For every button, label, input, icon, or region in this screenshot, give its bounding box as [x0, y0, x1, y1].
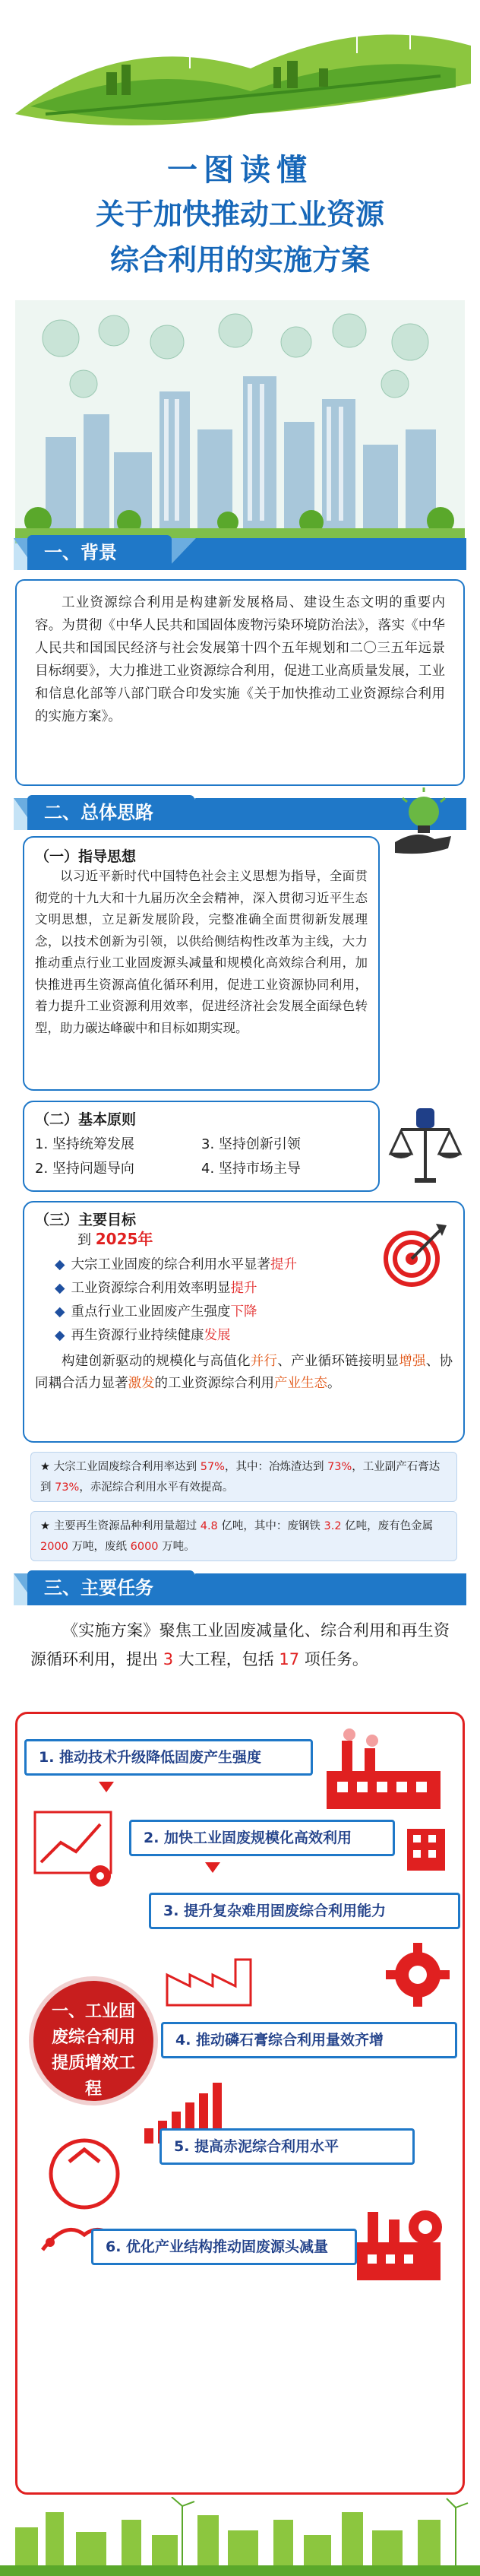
tasks-intro: 《实施方案》聚焦工业固废减量化、综合利用和再生资源循环利用，提出 3 大工程，包括 17 项任务。 [30, 1621, 450, 1668]
goal-item: ◆ 重点行业工业固废产生强度下降 [55, 1301, 453, 1324]
building-icon [399, 1814, 460, 1874]
gear-icon [380, 1937, 456, 2013]
goal-item: ◆ 工业资源综合利用效率明显提升 [55, 1277, 453, 1301]
section2-title: 二、总体思路 [27, 795, 194, 830]
background-box [15, 579, 465, 786]
principle-item: 2. 坚持问题导向 [35, 1161, 134, 1177]
section1-title: 一、背景 [27, 535, 172, 570]
section3-header [14, 1573, 466, 1605]
guide-title: （一）指导思想 [35, 848, 137, 865]
task-3: 3. 提升复杂难用固废综合利用能力 [149, 1893, 460, 1929]
bottom-city-illustration [0, 2497, 480, 2576]
task-2: 2. 加快工业固废规模化高效利用 [129, 1820, 395, 1856]
target-dart-icon [375, 1216, 451, 1292]
goals-title: （三）主要目标 [35, 1212, 137, 1228]
task-1: 1. 推动技术升级降低固废产生强度 [24, 1739, 313, 1776]
green-city-illustration [15, 300, 465, 543]
guide-box [23, 836, 380, 1091]
factory-gear-icon [349, 2197, 456, 2288]
lightbulb-hand-icon [387, 783, 456, 859]
principles-title: （二）基本原则 [35, 1111, 137, 1128]
header-title-line2b: 综合利用的实施方案 [109, 243, 370, 277]
header-title-line1: 一图读懂 [167, 153, 313, 188]
goal-item: ◆ 大宗工业固废的综合利用水平显著提升 [55, 1253, 453, 1277]
goal-note-2: ★ 主要再生资源品种利用量超过 4.8 亿吨，其中：废钢铁 3.2 亿吨，废有色金属 2000 万吨，废纸 6000 万吨。 [30, 1511, 457, 1561]
goals-year-prefix: 到 [77, 1232, 91, 1248]
principle-item: 3. 坚持创新引领 [201, 1136, 301, 1152]
goal-note-1: ★ 大宗工业固废综合利用率达到 57%，其中：冶炼渣达到 73%，工业副产石膏达到 73%，赤泥综合利用水平有效提高。 [30, 1452, 457, 1502]
task-4: 4. 推动磷石膏综合利用量效齐增 [161, 2022, 457, 2058]
green-hills-windmill-banner [0, 0, 480, 152]
arrow-down-icon [205, 1862, 220, 1873]
task-5: 5. 提高赤泥综合利用水平 [159, 2128, 415, 2165]
goal-item: ◆ 再生资源行业持续健康发展 [55, 1324, 453, 1348]
arrow-down-icon [99, 1782, 114, 1792]
principle-item: 4. 坚持市场主导 [201, 1161, 301, 1177]
header-title-line2a: 关于加快推动工业资源 [95, 198, 384, 231]
section1-header [14, 538, 466, 570]
principles-box [23, 1101, 380, 1192]
guide-text: 以习近平新时代中国特色社会主义思想为指导，全面贯彻党的十九大和十九届历次全会精神，深入贯彻习近平生态文明思想，立足新发展阶段，完整准确全面贯彻新发展理念，以技术创新为引领，以供给侧结构性改革为主线，大力推动重点行业工业固废源头减量和规模化高效综合利用，加快推进再生资源高值化循环利用，促进工业资源协同利用，着力提升工业资源利用效率，促进经济社会发展全面绿色转型，助力碳达峰碳中和目标如期实现。 [35, 869, 368, 1035]
scale-fist-icon [386, 1102, 465, 1186]
section3-title: 三、主要任务 [27, 1570, 194, 1605]
principles-grid [35, 1133, 368, 1177]
task-6: 6. 优化产业结构推动固废源头减量 [91, 2229, 357, 2265]
goals-paragraph: 构建创新驱动的规模化与高值化并行、产业循环链接明显增强、协同耦合活力显著激发的工业资源综合利用产业生态。 [35, 1354, 453, 1391]
chart-gear-icon [30, 1809, 122, 1893]
principle-item: 1. 坚持统筹发展 [35, 1136, 134, 1152]
background-text: 工业资源综合利用是构建新发展格局、建设生态文明的重要内容。为贯彻《中华人民共和国固体废物污染环境防治法》，落实《中华人民共和国国民经济与社会发展第十四个五年规划和二〇三五年远景目标纲要》，大力推进工业资源综合利用，促进工业高质量发展，工业和信息化部等八部门联合印发实施《关于加快推动工业资源综合利用的实施方案》。 [35, 595, 445, 724]
factory-icon [319, 1725, 456, 1817]
goals-year: 2025年 [95, 1230, 153, 1248]
header-title-line2 [0, 192, 480, 283]
factory-line-icon [159, 1944, 281, 2013]
project-circle: 一、工业固废综合利用提质增效工程 [29, 1976, 158, 2105]
